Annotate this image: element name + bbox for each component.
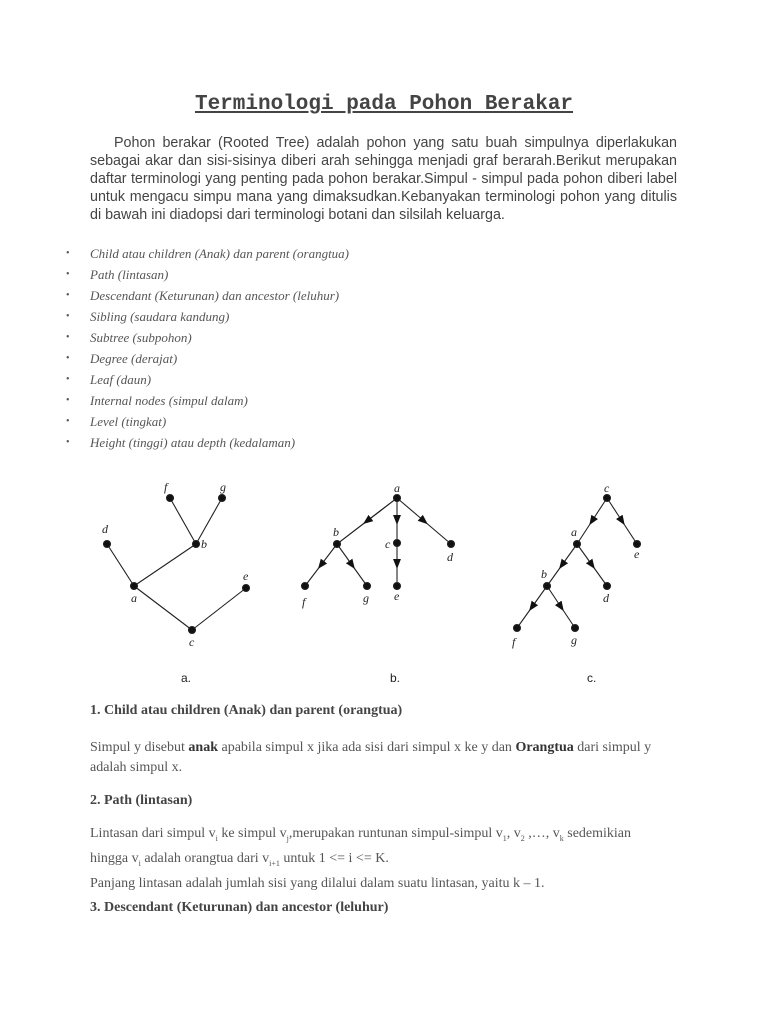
node-label: c	[385, 537, 391, 551]
node-label: c	[604, 481, 610, 495]
bullet-icon: •	[66, 437, 70, 448]
tree-c	[514, 495, 641, 632]
page-title: Terminologi pada Pohon Berakar	[194, 93, 574, 116]
bullet-icon: •	[66, 416, 70, 427]
node-label: d	[603, 591, 609, 605]
bullet-icon: •	[66, 311, 70, 322]
node-label: a	[571, 525, 577, 539]
node-label: c	[189, 635, 195, 649]
list-item: • Height (tinggi) atau depth (kedalaman)	[66, 432, 349, 453]
list-item: • Degree (derajat)	[66, 348, 349, 369]
list-item: • Level (tingkat)	[66, 411, 349, 432]
bullet-icon: •	[66, 248, 70, 259]
bullet-icon: •	[66, 290, 70, 301]
section-path-paragraph: Lintasan dari simpul $v_i$ ke simpul $v_j,merupakan$ runtunan simpul-simpul $v_1$, $v_2$ ,…, $v_k$ sedemikian hingga $v_i$ adalah orangtua dari $v_{i+1}$ untuk 1 <= i <= K. Panjang lintasan adalah jumlah sisi yang dilalui dalam suatu lintasan, yaitu k – 1.	[90, 826, 632, 891]
section-heading-descendant: 3. Descendant (Keturunan) dan ancestor (leluhur)	[90, 900, 389, 915]
list-item: • Subtree (subpohon)	[66, 327, 349, 348]
bullet-icon: •	[66, 332, 70, 343]
bullet-icon: •	[66, 353, 70, 364]
node-label: d	[102, 522, 108, 536]
tree-b	[302, 495, 455, 590]
node-label: g	[571, 633, 577, 647]
section-child-paragraph: Simpul y disebut anak apabila simpul x jika ada sisi dari simpul x ke y dan Orangtua dari simpul y adalah simpul x.	[90, 740, 652, 775]
figure-label-b: b.	[390, 671, 401, 685]
bullet-icon: •	[66, 374, 70, 385]
list-item: • Leaf (daun)	[66, 369, 349, 390]
node-label: a	[394, 481, 400, 495]
node-label: f	[302, 595, 306, 609]
list-item: • Child atau children (Anak) dan parent (orangtua)	[66, 243, 349, 264]
node-label: f	[512, 635, 516, 649]
node-label: b	[201, 537, 207, 551]
intro-paragraph: Pohon berakar (Rooted Tree) adalah pohon yang satu buah simpulnya diperlakukan sebagai akar dan sisi-sisinya diberi arah sehingga menjadi graf berarah.Berikut merupakan daftar terminologi yang penting pada pohon berakar.Simpul - simpul pada pohon diberi label untuk mengacu simpu mana yang dimaksudkan.Kebanyakan terminologi pohon yang ditulis di bawah ini diadopsi dari terminologi botani dan silsilah keluarga.	[90, 135, 677, 223]
section-heading-path: 2. Path (lintasan)	[90, 793, 193, 808]
node-label: e	[394, 589, 400, 603]
tree-figures	[0, 470, 768, 670]
list-item: • Path (lintasan)	[66, 264, 349, 285]
section-heading-child: 1. Child atau children (Anak) dan parent (orangtua)	[90, 703, 403, 718]
node-label: d	[447, 550, 453, 564]
node-label: a	[131, 591, 137, 605]
node-label: g	[220, 480, 226, 494]
node-label: e	[243, 569, 249, 583]
list-item: • Internal nodes (simpul dalam)	[66, 390, 349, 411]
tree-a	[104, 495, 250, 634]
node-label: f	[164, 480, 168, 494]
figure-label-a: a.	[181, 671, 192, 685]
node-label: b	[333, 525, 339, 539]
figure-label-c: c.	[587, 671, 597, 685]
bullet-icon: •	[66, 269, 70, 280]
node-label: g	[363, 591, 369, 605]
list-item: • Descendant (Keturunan) dan ancestor (leluhur)	[66, 285, 349, 306]
terminology-list	[66, 243, 349, 453]
node-label: e	[634, 547, 640, 561]
list-item: • Sibling (saudara kandung)	[66, 306, 349, 327]
bullet-icon: •	[66, 395, 70, 406]
node-label: b	[541, 567, 547, 581]
